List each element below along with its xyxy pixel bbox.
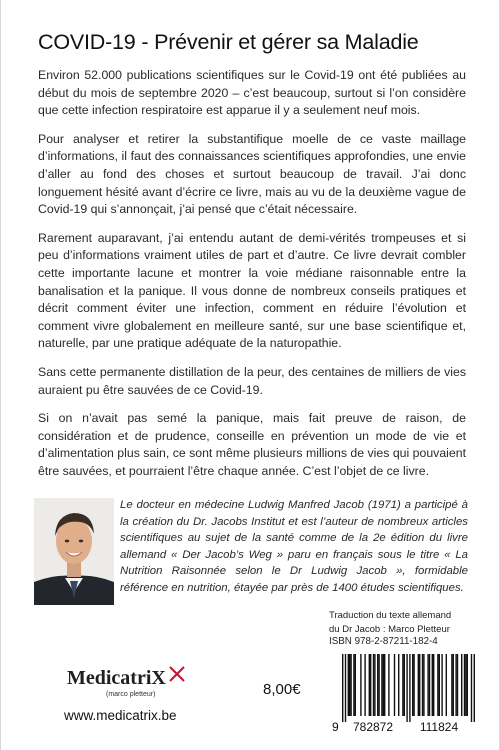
barcode-bar xyxy=(373,654,374,716)
barcode-bar xyxy=(409,654,410,722)
publisher-logo-text: MedicatriX xyxy=(67,667,166,689)
barcode-bar xyxy=(474,654,475,722)
barcode-digit-first: 9 xyxy=(332,720,339,734)
barcode-bar xyxy=(374,654,375,716)
barcode-bar xyxy=(349,654,350,716)
barcode-bar xyxy=(432,654,433,716)
barcode-bar xyxy=(446,654,447,716)
barcode-bar xyxy=(429,654,430,716)
barcode-bar xyxy=(457,654,458,716)
barcode-bar xyxy=(471,654,472,722)
author-photo xyxy=(34,498,114,605)
barcode-bar xyxy=(350,654,351,716)
barcode-bar xyxy=(453,654,454,716)
cover-text xyxy=(38,67,466,491)
barcode-bar xyxy=(441,654,442,716)
barcode-bar xyxy=(369,654,370,716)
barcode-bar xyxy=(406,654,407,722)
barcode-bar xyxy=(378,654,379,716)
barcode-bar xyxy=(439,654,440,716)
barcode-bar xyxy=(461,654,462,716)
paragraph-3: Rarement auparavant, j’ai entendu autant de demi-vérités trompeuses et si peu d’informations vraiment utiles de part et d’autre. Ce livre devrait combler cette importante lacune et montrer la voie médiane raisonnable entre la banalisation et la panique. Il vous donne de nombreux conseils pratiques et décrit comment éviter une infection, comment en réduire l’évolution et comment vivre globalement en meilleure santé, sur une base scientifique et, naturelle, par une pratique adéquate de la naturopathie. xyxy=(38,230,466,351)
book-title: COVID-19 - Prévenir et gérer sa Maladie xyxy=(38,30,419,54)
price: 8,00€ xyxy=(263,681,301,698)
barcode-bar xyxy=(413,654,414,716)
paragraph-2: Pour analyser et retirer la substantifique moelle de ce vaste maillage d’informations, il faut des connaissances scientifiques approfondies, une envie d’aller au fond des choses et surtout beaucoup de travail. J’ai donc longuement hésité avant d’écrire ce livre, mais au vu de la deuxième vague de Covid-19 qui s’annonçait, j’ai pensé que c’était nécessaire. xyxy=(38,131,466,217)
barcode-bar xyxy=(418,654,419,716)
barcode-bar xyxy=(398,654,399,716)
barcode-bar xyxy=(370,654,371,716)
barcode-bar xyxy=(383,654,384,716)
barcode-bar xyxy=(384,654,385,716)
barcode-digits-right: 111824 xyxy=(419,720,459,734)
barcode-bar xyxy=(355,654,356,716)
barcode-bar xyxy=(360,654,361,716)
isbn-text: ISBN 978-2-87211-182-4 xyxy=(329,636,438,647)
barcode-bar xyxy=(345,654,346,722)
paragraph-1: Environ 52.000 publications scientifiques sur le Covid-19 ont été publiées au début du mois de septembre 2020 – c’est beaucoup, surtout si l’on considère que cette infection respiratoire est apparue il y a seulement neuf mois. xyxy=(38,68,466,118)
barcode-digits-left: 782872 xyxy=(352,720,394,734)
barcode-bar xyxy=(404,654,405,716)
translation-line-1: Traduction du texte allemand xyxy=(329,610,452,621)
barcode-bar xyxy=(464,654,465,716)
barcode-bar xyxy=(412,654,413,716)
barcode-bar xyxy=(348,654,349,716)
barcode-bar xyxy=(433,654,434,716)
barcode-bar xyxy=(364,654,365,716)
barcode-bar xyxy=(422,654,423,716)
author-bio: Le docteur en médecine Ludwig Manfred Jacob (1971) a participé à la création du Dr. Jacobs Institut et est l’auteur de nombreux articles scientifiques au sujet de la santé comme de la 2e édition du livre allemand « Der Jacob’s Weg » paru en français sous le titre « La Nutrition Raisonnée selon le Dr Ludwig Jacob », formidable référence en nutrition, étayée par près de 1400 études scientifiques. xyxy=(120,499,468,594)
translation-credit xyxy=(329,609,479,636)
barcode-bar xyxy=(423,654,424,716)
paragraph-4: Sans cette permanente distillation de la peur, des centaines de milliers de vies auraient pu être sauvées de ce Covid-19. xyxy=(38,364,466,397)
barcode-bar xyxy=(467,654,468,716)
logo-accent-mark xyxy=(170,667,184,681)
translation-line-2: du Dr Jacob : Marco Pletteur xyxy=(329,623,450,635)
barcode-bar xyxy=(377,654,378,716)
publisher-website: www.medicatrix.be xyxy=(64,708,177,723)
barcode-bar xyxy=(419,654,420,716)
barcode-bar xyxy=(353,654,354,716)
publisher-subtitle: (marco pletteur) xyxy=(106,691,156,698)
barcode-bar xyxy=(451,654,452,716)
barcode-bar xyxy=(402,654,403,716)
barcode-bar xyxy=(342,654,343,722)
barcode-bar xyxy=(455,654,456,716)
barcode-bar xyxy=(394,654,395,716)
barcode-bar xyxy=(381,654,382,716)
barcode-bar xyxy=(465,654,466,716)
barcode-bar xyxy=(388,654,389,716)
paragraph-5: Si on n’avait pas semé la panique, mais fait preuve de raison, de considération et de prudence, conseille en prévention un mode de vie et d’alimentation plus sain, ce sont même plusieurs millions de vies qui pouvaient être sauvées, et pourraient l’être chaque année. C’est l’objet de ce livre. xyxy=(38,411,466,478)
publisher-logo xyxy=(66,663,188,701)
barcode-bar xyxy=(427,654,428,716)
barcode-bar xyxy=(437,654,438,716)
isbn-barcode xyxy=(329,652,480,734)
